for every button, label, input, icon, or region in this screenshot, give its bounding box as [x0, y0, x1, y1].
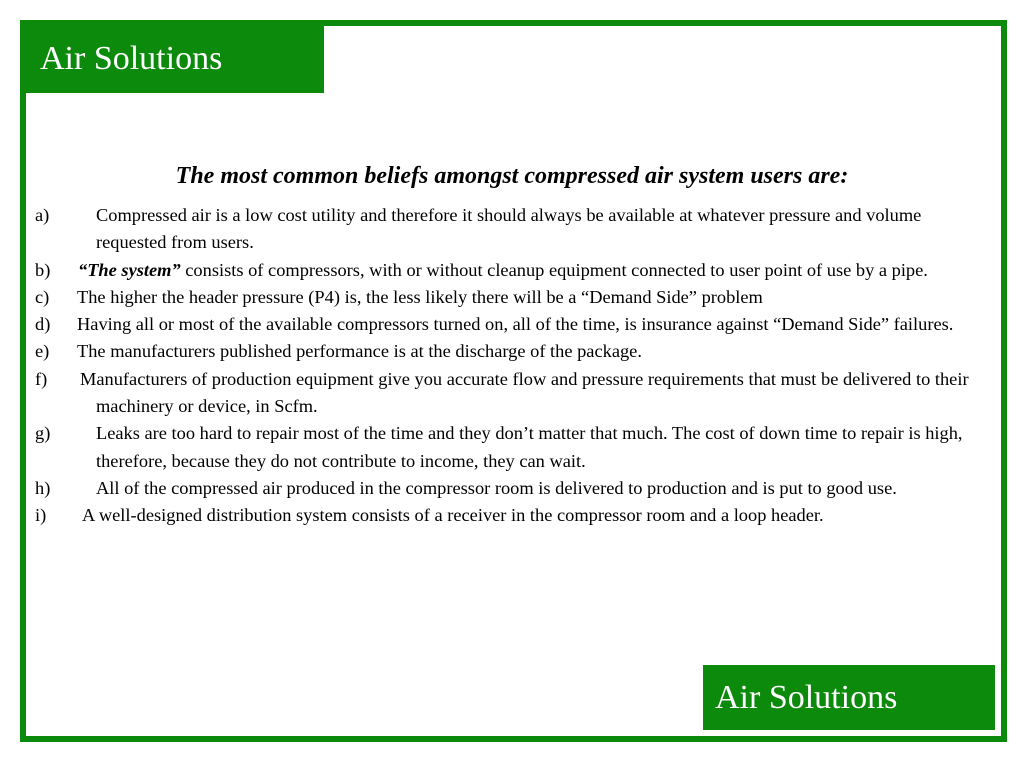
item-text: consists of compressors, with or without cleanup equipment connected to user point of use by a pipe. [180, 259, 928, 280]
item-text: A well-designed distribution system consists of a receiver in the compressor room and a loop header. [82, 505, 824, 526]
item-marker: g) [35, 423, 51, 444]
list-item [35, 202, 985, 257]
item-text: All of the compressed air produced in the compressor room is delivered to production and is put to good use. [96, 477, 897, 498]
item-text: The manufacturers published performance is at the discharge of the package. [77, 341, 642, 362]
item-marker: b) [35, 259, 51, 280]
list-item [35, 338, 985, 365]
item-marker: d) [35, 314, 51, 335]
list-item [35, 284, 985, 311]
list-item [35, 311, 985, 338]
item-marker: a) [35, 205, 50, 225]
item-marker: f) [35, 368, 48, 389]
list-item [35, 366, 985, 421]
item-marker: e) [35, 341, 50, 362]
brand-banner-bottom [703, 665, 995, 730]
item-marker: h) [35, 477, 51, 498]
beliefs-list [35, 202, 985, 530]
item-marker: i) [35, 505, 47, 526]
item-text: Having all or most of the available compressors turned on, all of the time, is insurance against “Demand Side” failures. [77, 314, 954, 335]
slide-heading: The most common beliefs amongst compressed air system users are: [175, 163, 849, 189]
brand-title-top: Air Solutions [40, 40, 223, 77]
item-marker: c) [35, 286, 50, 307]
brand-title-bottom: Air Solutions [715, 679, 898, 716]
item-text: Compressed air is a low cost utility and therefore it should always be available at whatever pressure and volume requested from users. [96, 205, 922, 253]
list-item [35, 420, 985, 475]
item-text: Manufacturers of production equipment give you accurate flow and pressure requirements that must be delivered to their machinery or device, in Scfm. [80, 368, 969, 417]
list-item [35, 475, 985, 502]
list-item [35, 502, 985, 529]
item-text: Leaks are too hard to repair most of the time and they don’t matter that much. The cost of down time to repair is high, therefore, because they do not contribute to income, they can wait. [96, 423, 963, 471]
brand-banner-top [26, 26, 324, 93]
item-emphasis: “The system” [78, 259, 181, 280]
list-item [35, 257, 985, 284]
item-text: The higher the header pressure (P4) is, the less likely there will be a “Demand Side” problem [77, 286, 763, 307]
